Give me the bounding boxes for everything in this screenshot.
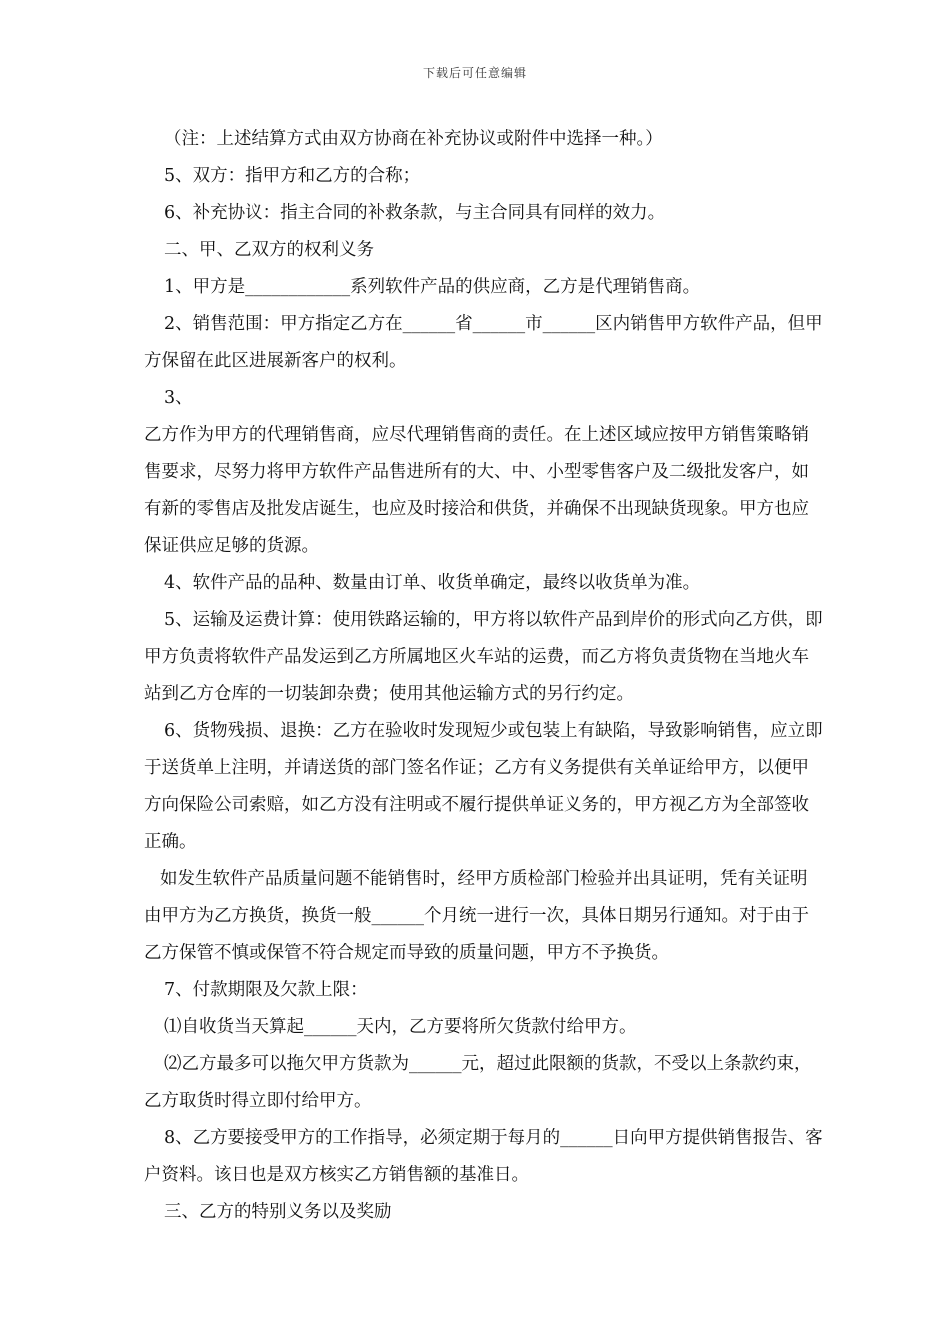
clause-1: 1、甲方是____________系列软件产品的供应商，乙方是代理销售商。 <box>164 277 701 297</box>
definition-5: 5、双方：指甲方和乙方的合称； <box>164 166 421 186</box>
section-3-heading: 三、乙方的特别义务以及奖励 <box>164 1202 392 1222</box>
page-header: 下载后可任意编辑 <box>422 66 527 80</box>
document-body <box>144 121 824 1231</box>
clause-6: 6、货物残损、退换：乙方在验收时发现短少或包装上有缺陷，导致影响销售，应立即于送货单上注明，并请送货的部门签名作证；乙方有义务提供有关单证给甲方，以便甲方向保险公司索赔，如乙方没有注明或不履行提供单证义务的，甲方视乙方为全部签收正确。 <box>144 721 823 852</box>
clause-3-body: 乙方作为甲方的代理销售商，应尽代理销售商的责任。在上述区域应按甲方销售策略销售要求，尽努力将甲方软件产品售进所有的大、中、小型零售客户及二级批发客户，如有新的零售店及批发店诞生，也应及时接洽和供货，并确保不出现缺货现象。甲方也应保证供应足够的货源。 <box>144 425 809 556</box>
clause-5: 5、运输及运费计算：使用铁路运输的，甲方将以软件产品到岸价的形式向乙方供，即甲方负责将软件产品发运到乙方所属地区火车站的运费，而乙方将负责货物在当地火车站到乙方仓库的一切装卸杂费；使用其他运输方式的另行约定。 <box>144 610 823 704</box>
clause-2: 2、销售范围：甲方指定乙方在______省______市______区内销售甲方软件产品，但甲方保留在此区进展新客户的权利。 <box>144 314 823 371</box>
note-paragraph: （注：上述结算方式由双方协商在补充协议或附件中选择一种。） <box>164 129 663 149</box>
clause-7-2: ⑵乙方最多可以拖欠甲方货款为______元，超过此限额的货款，不受以上条款约束，乙方取货时得立即付给甲方。 <box>144 1054 812 1111</box>
clause-8: 8、乙方要接受甲方的工作指导，必须定期于每月的______日向甲方提供销售报告、客户资料。该日也是双方核实乙方销售额的基准日。 <box>144 1128 823 1185</box>
definition-6: 6、补充协议：指主合同的补救条款，与主合同具有同样的效力。 <box>164 203 666 223</box>
clause-6-quality: 如发生软件产品质量问题不能销售时，经甲方质检部门检验并出具证明，凭有关证明由甲方为乙方换货，换货一般______个月统一进行一次，具体日期另行通知。对于由于乙方保管不慎或保管不符合规定而导致的质量问题，甲方不予换货。 <box>144 869 809 963</box>
section-2-heading: 二、甲、乙双方的权利义务 <box>164 240 374 260</box>
clause-7-1: ⑴自收货当天算起______天内，乙方要将所欠货款付给甲方。 <box>164 1017 637 1037</box>
clause-7: 7、付款期限及欠款上限： <box>164 980 368 1000</box>
clause-4: 4、软件产品的品种、数量由订单、收货单确定，最终以收货单为准。 <box>164 573 701 593</box>
clause-3-number: 3、 <box>164 388 193 408</box>
